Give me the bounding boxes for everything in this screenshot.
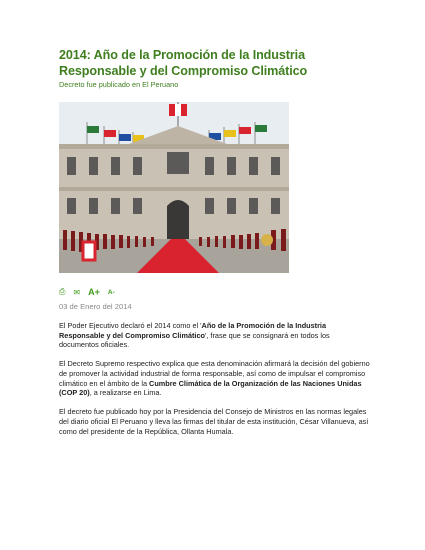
p1-bold-1: Año de la Promoción de la Industria Responsable y del Compromiso Climático — [59, 321, 327, 340]
font-smaller-button[interactable]: A- — [107, 288, 115, 296]
article-date: 03 de Enero del 2014 — [59, 302, 132, 311]
p2-bold-1: Cumbre Climática de la Organización de las Naciones Unidas (COP 20) — [59, 378, 362, 398]
article-photo — [59, 102, 289, 273]
email-icon[interactable]: ✉ — [73, 287, 81, 297]
title-line-1: 2014: Año de la Promoción de la Industria — [59, 48, 305, 62]
paragraph-3 — [59, 407, 371, 436]
font-larger-button[interactable]: A+ — [88, 287, 100, 297]
article-title — [59, 48, 369, 79]
article-tools — [59, 286, 369, 298]
p1-text-2: ', frase que se consignará en todos los documentos oficiales. — [59, 330, 330, 350]
p1-text-1: El Poder Ejecutivo declaró el 2014 como el ' — [59, 321, 202, 330]
print-icon[interactable]: ⎙ — [59, 287, 66, 296]
article-subtitle: Decreto fue publicado en El Peruano — [59, 80, 179, 89]
article-body — [59, 321, 371, 436]
paragraph-2 — [59, 359, 371, 397]
paragraph-1 — [59, 321, 371, 350]
p3-text-1: El decreto fue publicado hoy por la Presidencia del Consejo de Ministros en las normas legales del diario oficial El Peruano y lleva las firmas del titular de esta institución, César Villanueva, así como del presidente de la República, Ollanta Humala. — [59, 407, 369, 436]
palace-photo-illustration — [59, 102, 289, 273]
title-line-2: Responsable y del Compromiso Climático — [59, 63, 308, 78]
article — [59, 48, 369, 446]
p2-text-2: , a realizarse en Lima. — [89, 388, 162, 398]
p2-text-1: El Decreto Supremo respectivo explica que esta denominación afirmará la decisión del gobierno de promover la actividad industrial de forma responsable, así como de impulsar el compromiso climático en el ámbito de la — [59, 359, 370, 388]
